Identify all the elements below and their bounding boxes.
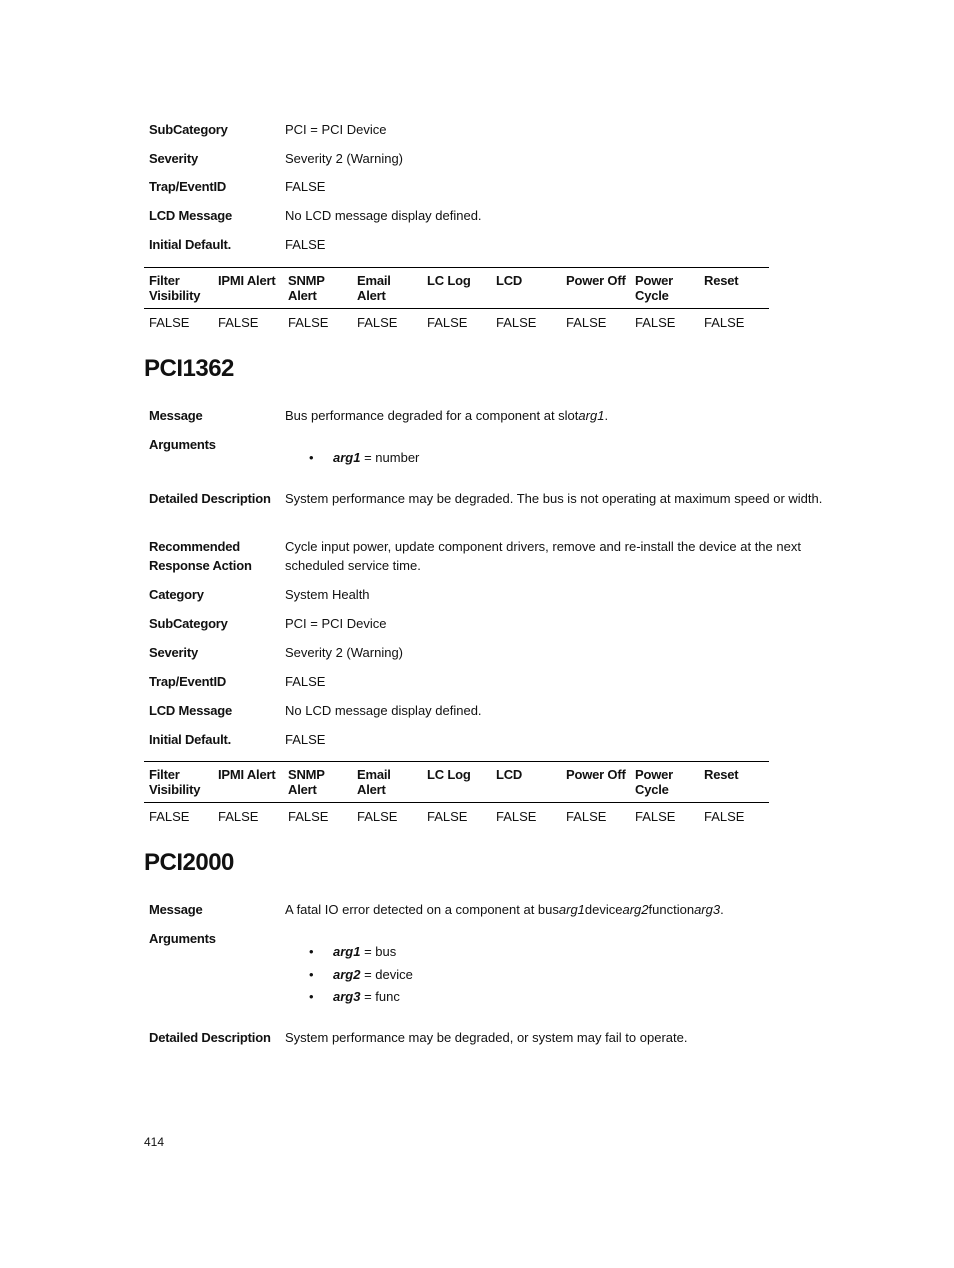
field-value: FALSE <box>285 732 326 747</box>
field-value <box>285 406 830 425</box>
filter-header-cell: Power Cycle <box>635 273 674 303</box>
filter-table-header <box>144 268 769 309</box>
bullet: • <box>309 966 314 982</box>
filter-header-cell: IPMI Alert <box>218 767 276 782</box>
list-item <box>285 965 413 988</box>
filter-table-row <box>144 803 769 831</box>
filter-header-cell: LC Log <box>427 273 471 288</box>
field-label: Severity <box>149 151 198 166</box>
message-arg: arg1 <box>578 408 605 423</box>
field-label: Detailed Description <box>149 1030 271 1045</box>
field-label: Message <box>149 902 203 917</box>
field-label: Trap/EventID <box>149 674 227 689</box>
filter-value-cell: FALSE <box>357 809 398 824</box>
bullet: • <box>309 450 314 465</box>
filter-value-cell: FALSE <box>496 809 537 824</box>
filter-header-cell: Reset <box>704 767 739 782</box>
page-number: 414 <box>144 1135 165 1149</box>
argument-list <box>285 448 419 471</box>
filter-header-cell: Reset <box>704 273 739 288</box>
field-value: FALSE <box>285 179 326 194</box>
field-label: Arguments <box>149 931 216 946</box>
field-label: Arguments <box>149 437 216 452</box>
argument-value: func <box>375 989 400 1004</box>
filter-value-cell: FALSE <box>149 315 190 330</box>
field-value: No LCD message display defined. <box>285 703 482 718</box>
filter-value-cell: FALSE <box>288 809 329 824</box>
filter-value-cell: FALSE <box>704 809 745 824</box>
field-value: Cycle input power, update component drivers, remove and re-install the device at the next scheduled service time. <box>285 539 801 573</box>
filter-value-cell: FALSE <box>427 315 468 330</box>
field-label: Severity <box>149 645 198 660</box>
filter-header-cell: SNMP Alert <box>288 273 325 303</box>
message-text: Bus performance degraded for a component at slot <box>285 408 579 423</box>
field-value: System performance may be degraded. The bus is not operating at maximum speed or width. <box>285 491 823 506</box>
filter-header-cell: Power Off <box>566 273 626 288</box>
message-text: function <box>648 902 695 917</box>
field-label: LCD Message <box>149 703 233 718</box>
filter-value-cell: FALSE <box>704 315 745 330</box>
argument-name: arg2 <box>333 966 361 982</box>
message-text: . <box>604 408 609 423</box>
field-label: Initial Default. <box>149 732 232 747</box>
field-value: System performance may be degraded, or system may fail to operate. <box>285 1030 688 1045</box>
argument-eq: = <box>360 944 376 959</box>
field-value: System Health <box>285 587 370 602</box>
filter-header-cell: LCD <box>496 273 523 288</box>
filter-value-cell: FALSE <box>357 315 398 330</box>
filter-value-cell: FALSE <box>635 809 676 824</box>
argument-list <box>285 942 413 1010</box>
list-item <box>285 987 413 1010</box>
filter-value-cell: FALSE <box>566 315 607 330</box>
field-value: PCI = PCI Device <box>285 122 387 137</box>
field-label: SubCategory <box>149 122 228 137</box>
filter-header-cell: LCD <box>496 767 523 782</box>
filter-header-cell: Filter Visibility <box>149 273 201 303</box>
filter-header-cell: IPMI Alert <box>218 273 276 288</box>
filter-header-cell: LC Log <box>427 767 471 782</box>
field-label: SubCategory <box>149 616 228 631</box>
argument-value: device <box>375 966 413 982</box>
filter-value-cell: FALSE <box>288 315 329 330</box>
filter-value-cell: FALSE <box>427 809 468 824</box>
filter-header-cell: Power Off <box>566 767 626 782</box>
message-arg: arg1 <box>558 902 585 917</box>
argument-value: bus <box>375 944 397 959</box>
filter-table-header <box>144 762 769 803</box>
field-value: PCI = PCI Device <box>285 616 387 631</box>
argument-eq: = <box>360 989 376 1004</box>
field-label: Detailed Description <box>149 491 271 506</box>
field-value: FALSE <box>285 674 326 689</box>
message-arg: arg3 <box>694 902 721 917</box>
argument-value: number <box>375 450 420 465</box>
section-title: PCI2000 <box>144 849 234 876</box>
filter-header-cell: Filter Visibility <box>149 767 201 797</box>
filter-table <box>144 761 769 831</box>
list-item <box>285 448 419 471</box>
field-value: Severity 2 (Warning) <box>285 645 403 660</box>
field-label: Message <box>149 408 203 423</box>
filter-value-cell: FALSE <box>218 315 259 330</box>
filter-value-cell: FALSE <box>218 809 259 824</box>
message-text: A fatal IO error detected on a component at bus <box>285 902 559 917</box>
argument-name: arg1 <box>333 450 361 465</box>
filter-value-cell: FALSE <box>496 315 537 330</box>
filter-value-cell: FALSE <box>635 315 676 330</box>
filter-value-cell: FALSE <box>566 809 607 824</box>
field-value: Severity 2 (Warning) <box>285 151 403 166</box>
message-text: . <box>720 902 724 917</box>
field-value <box>285 900 830 919</box>
bullet: • <box>309 944 314 959</box>
filter-header-cell: Email Alert <box>357 273 391 303</box>
field-label: LCD Message <box>149 208 233 223</box>
section-title: PCI1362 <box>144 355 234 382</box>
field-value: No LCD message display defined. <box>285 208 482 223</box>
argument-eq: = <box>360 966 376 982</box>
filter-table <box>144 267 769 337</box>
filter-header-cell: Power Cycle <box>635 767 674 797</box>
filter-header-cell: Email Alert <box>357 767 391 797</box>
list-item <box>285 942 413 965</box>
field-label: Initial Default. <box>149 237 232 252</box>
field-label: Trap/EventID <box>149 179 227 194</box>
argument-name: arg1 <box>333 944 361 959</box>
bullet: • <box>309 989 314 1004</box>
argument-eq: = <box>360 450 376 465</box>
message-arg: arg2 <box>622 902 649 917</box>
message-text: device <box>584 902 623 917</box>
argument-name: arg3 <box>333 989 361 1004</box>
filter-value-cell: FALSE <box>149 809 190 824</box>
filter-header-cell: SNMP Alert <box>288 767 325 797</box>
field-label: Recommended Response Action <box>149 539 252 573</box>
field-value: FALSE <box>285 237 326 252</box>
filter-table-row <box>144 309 769 337</box>
field-label: Category <box>149 587 204 602</box>
